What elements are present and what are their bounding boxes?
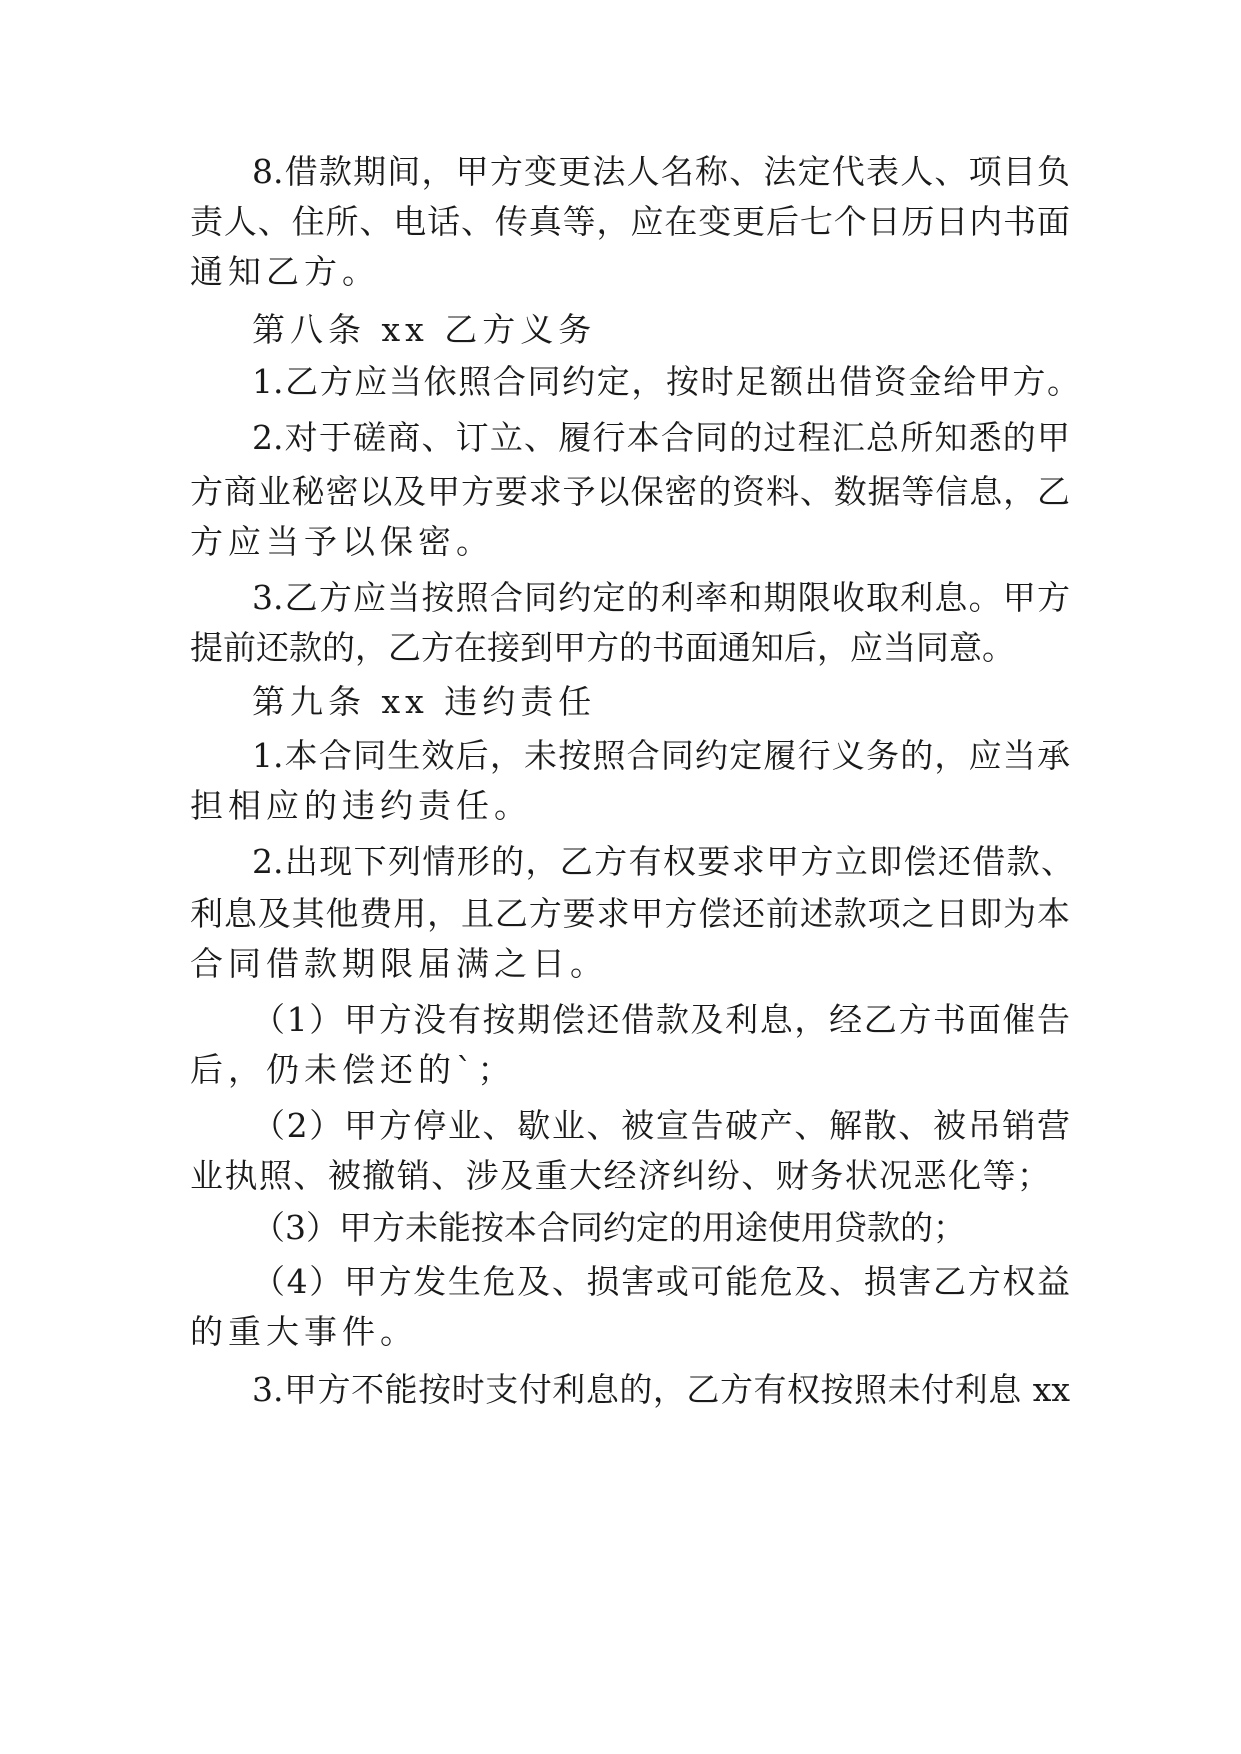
text-line-3: 通知乙方。 xyxy=(190,252,380,291)
text-line-20: 业执照、被撤销、涉及重大经济纠纷、财务状况恶化等； xyxy=(190,1156,1050,1195)
text-line-16: 合同借款期限届满之日。 xyxy=(190,944,608,983)
text-line-1: 8.借款期间，甲方变更法人名称、法定代表人、项目负 xyxy=(252,152,1070,191)
section-heading-9: 第九条 xx 违约责任 xyxy=(252,682,597,721)
text-line-2: 责人、住所、电话、传真等，应在变更后七个日历日内书面 xyxy=(190,202,1070,241)
text-line-21: （3）甲方未能按本合同约定的用途使用贷款的； xyxy=(252,1208,966,1247)
text-line-15: 利息及其他费用，且乙方要求甲方偿还前述款项之日即为本 xyxy=(190,894,1070,933)
text-line-23: 的重大事件。 xyxy=(190,1312,418,1351)
text-line-13: 担相应的违约责任。 xyxy=(190,786,532,825)
text-line-7: 方商业秘密以及甲方要求予以保密的资料、数据等信息，乙 xyxy=(190,472,1070,511)
text-line-24: 3.甲方不能按时支付利息的，乙方有权按照未付利息 xx xyxy=(252,1370,1070,1409)
text-line-22: （4）甲方发生危及、损害或可能危及、损害乙方权益 xyxy=(252,1262,1070,1301)
text-line-5: 1.乙方应当依照合同约定，按时足额出借资金给甲方。 xyxy=(252,362,1080,401)
text-line-6: 2.对于磋商、订立、履行本合同的过程汇总所知悉的甲 xyxy=(252,418,1070,457)
text-line-12: 1.本合同生效后，未按照合同约定履行义务的，应当承 xyxy=(252,736,1070,775)
text-line-18: 后，仍未偿还的`； xyxy=(190,1050,516,1089)
section-heading-8: 第八条 xx 乙方义务 xyxy=(252,310,597,349)
text-line-14: 2.出现下列情形的，乙方有权要求甲方立即偿还借款、 xyxy=(252,842,1074,881)
text-line-17: （1）甲方没有按期偿还借款及利息，经乙方书面催告 xyxy=(252,1000,1070,1039)
text-line-9: 3.乙方应当按照合同约定的利率和期限收取利息。甲方 xyxy=(252,578,1070,617)
text-line-19: （2）甲方停业、歇业、被宣告破产、解散、被吊销营 xyxy=(252,1106,1070,1145)
text-line-10: 提前还款的，乙方在接到甲方的书面通知后，应当同意。 xyxy=(190,628,1015,667)
text-line-8: 方应当予以保密。 xyxy=(190,522,494,561)
